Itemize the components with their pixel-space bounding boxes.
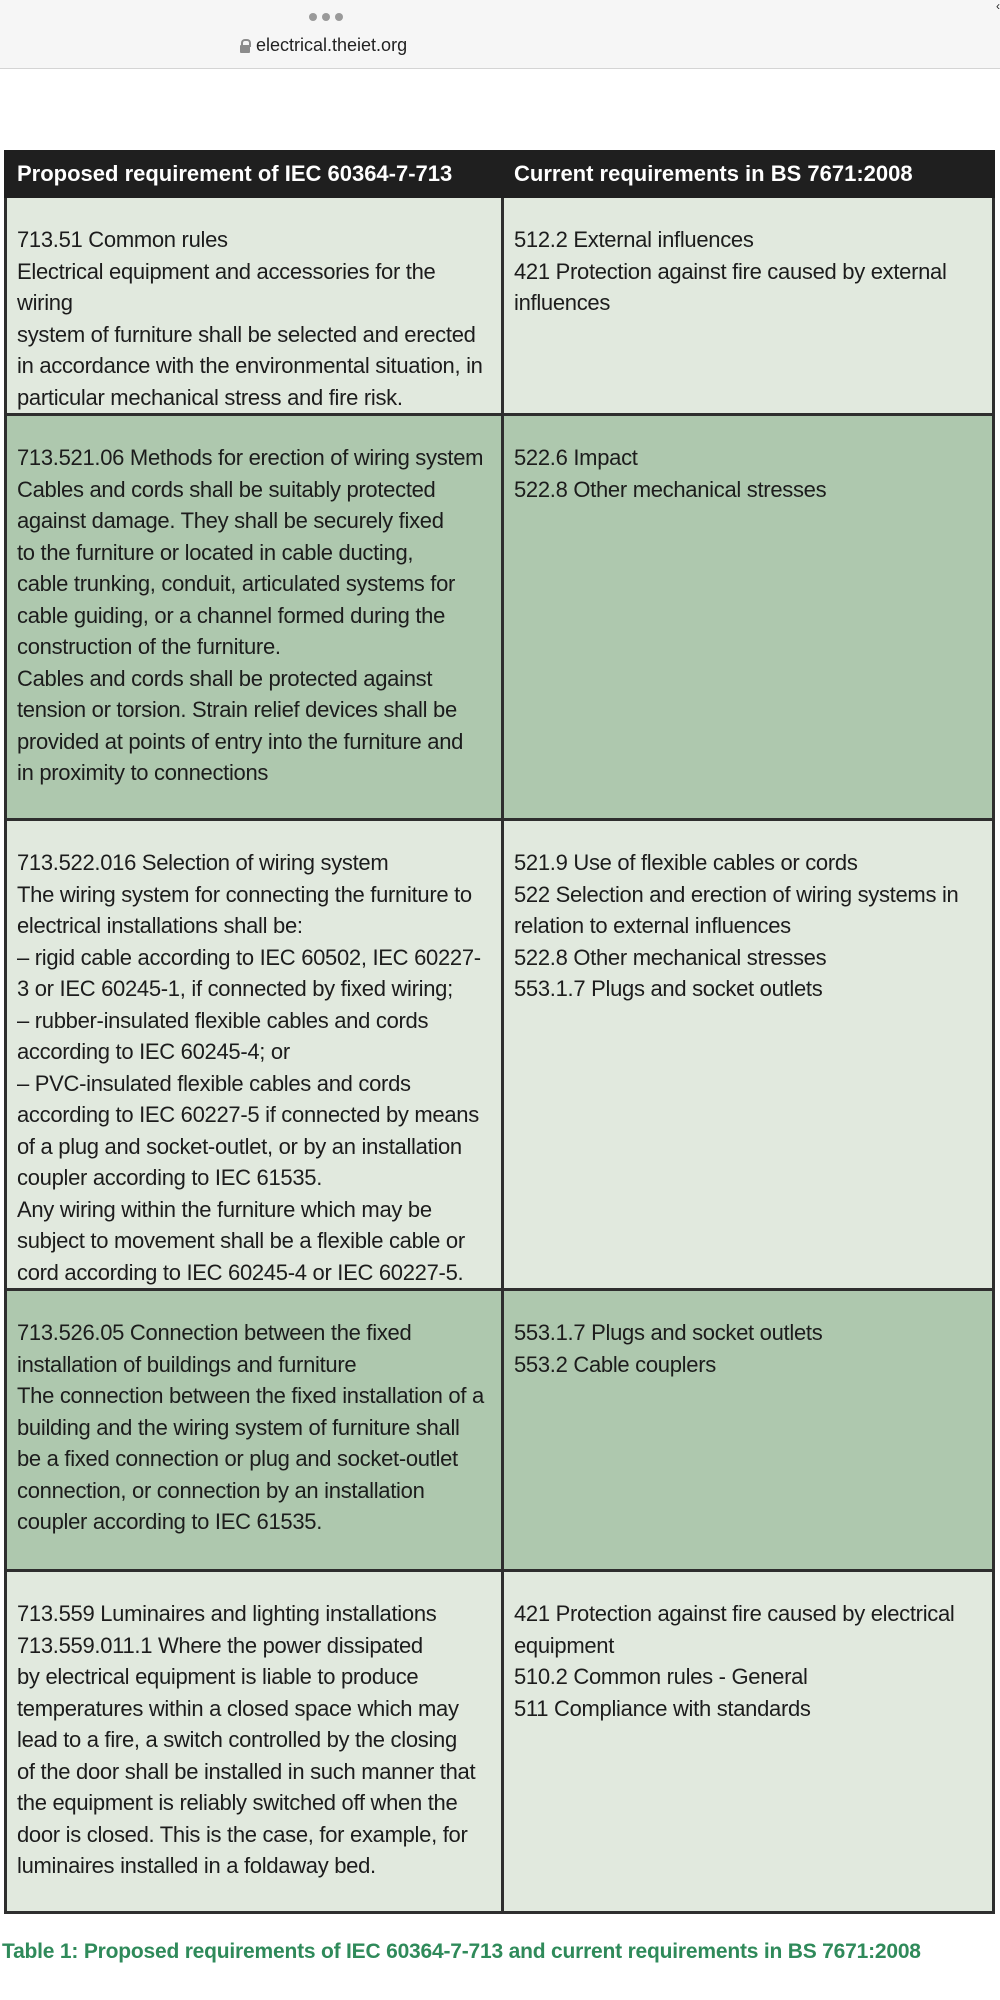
address-url: electrical.theiet.org [256, 34, 408, 55]
proposed-cell [6, 1290, 503, 1571]
browser-toolbar [0, 0, 1000, 69]
current-text: 521.9 Use of flexible cables or cords 522 Selection and erection of wiring systems in relation to external influences 522.8 Other mechanical stresses 553.1.7 Plugs and socket outlets [514, 850, 959, 1001]
current-cell [503, 415, 994, 820]
current-cell [503, 1290, 994, 1571]
header-proposed: Proposed requirement of IEC 60364-7-713 [6, 152, 503, 197]
proposed-text: 713.526.05 Connection between the fixed installation of buildings and furniture The connection between the fixed installation of a building and the wiring system of furniture shall be a fixed connection or plug and socket-outlet connection, or connection by an installation coupler according to IEC 61535. [17, 1320, 484, 1534]
current-cell [503, 820, 994, 1290]
proposed-text: 713.521.06 Methods for erection of wiring system Cables and cords shall be suitably protected against damage. They shall be securely fixed to the furniture or located in cable ducting, cable trunking, conduit, articulated systems for cable guiding, or a channel formed during the construction of the furniture. Cables and cords shall be protected against tension or torsion. Strain relief devices shall be provided at points of entry into the furniture and in proximity to connections [17, 445, 484, 785]
current-text: 421 Protection against fire caused by electrical equipment 510.2 Common rules - General 511 Compliance with standards [514, 1601, 955, 1721]
table-row [6, 1571, 994, 1913]
proposed-text: 713.51 Common rules Electrical equipment and accessories for the wiring system of furniture shall be selected and erected in accordance with the environmental situation, in particular mechanical stress and fire risk. [17, 227, 483, 410]
current-text: 553.1.7 Plugs and socket outlets 553.2 Cable couplers [514, 1320, 823, 1377]
current-text: 522.6 Impact 522.8 Other mechanical stresses [514, 445, 827, 502]
current-text: 512.2 External influences 421 Protection against fire caused by external influences [514, 227, 947, 315]
table-row [6, 415, 994, 820]
more-options-icon[interactable] [309, 13, 343, 21]
proposed-cell [6, 415, 503, 820]
proposed-text: 713.559 Luminaires and lighting installations 713.559.011.1 Where the power dissipated by electrical equipment is liable to produce temperatures within a closed space which may lead to a fire, a switch controlled by the closing of the door shall be installed in such manner that the equipment is reliably switched off when the door is closed. This is the case, for example, for luminaires installed in a foldaway bed. [17, 1601, 476, 1878]
table-header-row [6, 152, 994, 197]
table-row [6, 820, 994, 1290]
back-arrow-icon[interactable]: ‹ [996, 0, 1000, 13]
current-cell [503, 1571, 994, 1913]
proposed-cell [6, 820, 503, 1290]
table-row [6, 1290, 994, 1571]
lock-icon [240, 39, 250, 51]
requirements-table [4, 150, 995, 1914]
proposed-text: 713.522.016 Selection of wiring system The wiring system for connecting the furniture to electrical installations shall be: – rigid cable according to IEC 60502, IEC 60227- 3 or IEC 60245-1, if connected by fixed wiring; – rubber-insulated flexible cables and cords according to IEC 60245-4; or – PVC-insulated flexible cables and cords according to IEC 60227-5 if connected by means of a plug and socket-outlet, or by an installation coupler according to IEC 61535. Any wiring within the furniture which may be subject to movement shall be a flexible cable or cord according to IEC 60245-4 or IEC 60227-5. [17, 850, 481, 1285]
table-caption: Table 1: Proposed requirements of IEC 60364-7-713 and current requirements in BS 7671:2008 [2, 1940, 921, 1963]
proposed-cell [6, 1571, 503, 1913]
table-row [6, 197, 994, 415]
proposed-cell [6, 197, 503, 415]
address-bar[interactable] [240, 32, 407, 58]
header-current: Current requirements in BS 7671:2008 [503, 152, 994, 197]
current-cell [503, 197, 994, 415]
